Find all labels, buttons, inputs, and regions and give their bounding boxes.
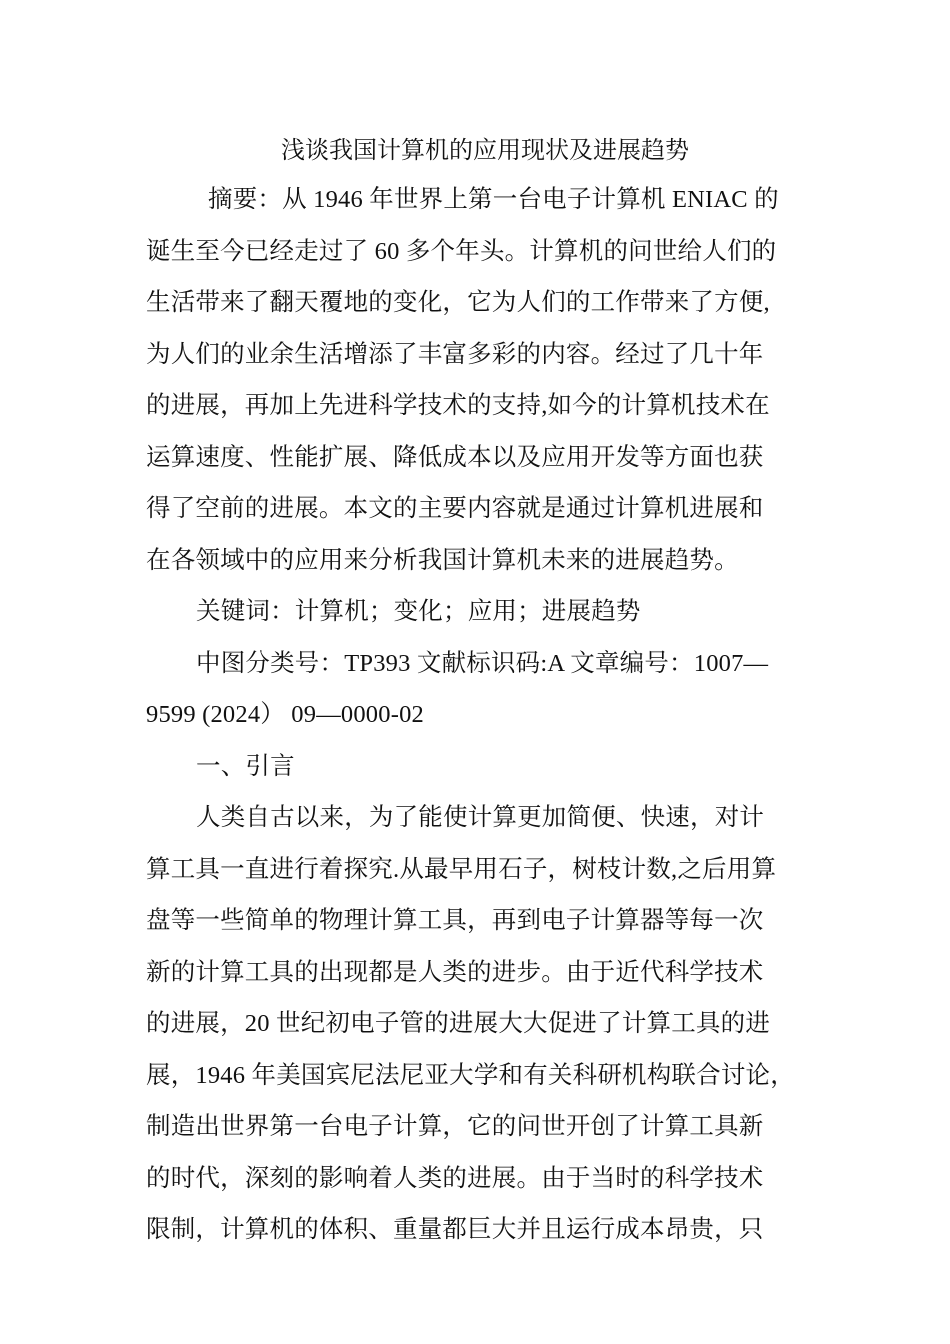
keywords-line: 关键词：计算机；变化；应用；进展趋势 bbox=[196, 598, 641, 625]
body-line: 算工具一直进行着探究.从最早用石子，树枝计数,之后用算 bbox=[146, 855, 777, 883]
classification-line: 中图分类号：TP393 文献标识码:A 文章编号：1007— bbox=[196, 649, 769, 677]
section-heading: 一、引言 bbox=[196, 752, 295, 780]
document-page bbox=[146, 128, 806, 1256]
document-title: 浅谈我国计算机的应用现状及进展趋势 bbox=[281, 138, 689, 164]
body-line: 新的计算工具的出现都是人类的进步。由于近代科学技术 bbox=[146, 958, 764, 986]
abstract-line: 得了空前的进展。本文的主要内容就是通过计算机进展和 bbox=[146, 495, 764, 522]
abstract-line: 的进展，再加上先进科学技术的支持,如今的计算机技术在 bbox=[146, 392, 770, 419]
classification-line: 9599 (2024） 09—0000-02 bbox=[146, 701, 424, 728]
body-line: 人类自古以来，为了能使计算更加简便、快速，对计 bbox=[196, 804, 765, 831]
abstract-line: 在各领域中的应用来分析我国计算机未来的进展趋势。 bbox=[146, 546, 739, 574]
abstract-line: 为人们的业余生活增添了丰富多彩的内容。经过了几十年 bbox=[146, 340, 764, 368]
body-line: 的时代，深刻的影响着人类的进展。由于当时的科学技术 bbox=[146, 1164, 764, 1192]
body-line: 限制，计算机的体积、重量都巨大并且运行成本昂贵，只 bbox=[146, 1216, 764, 1243]
body-line: 的进展，20 世纪初电子管的进展大大促进了计算工具的进 bbox=[146, 1010, 771, 1037]
abstract-line: 生活带来了翻天覆地的变化，它为人们的工作带来了方便, bbox=[146, 289, 770, 316]
abstract-line: 摘要：从 1946 年世界上第一台电子计算机 ENIAC 的 bbox=[208, 186, 779, 213]
abstract-line: 运算速度、性能扩展、降低成本以及应用开发等方面也获 bbox=[146, 443, 764, 471]
body-line: 展，1946 年美国宾尼法尼亚大学和有关科研机构联合讨论， bbox=[146, 1061, 795, 1089]
body-line: 制造出世界第一台电子计算，它的问世开创了计算工具新 bbox=[146, 1113, 764, 1140]
body-line: 盘等一些简单的物理计算工具，再到电子计算器等每一次 bbox=[146, 907, 764, 934]
abstract-line: 诞生至今已经走过了 60 多个年头。计算机的问世给人们的 bbox=[146, 237, 777, 265]
